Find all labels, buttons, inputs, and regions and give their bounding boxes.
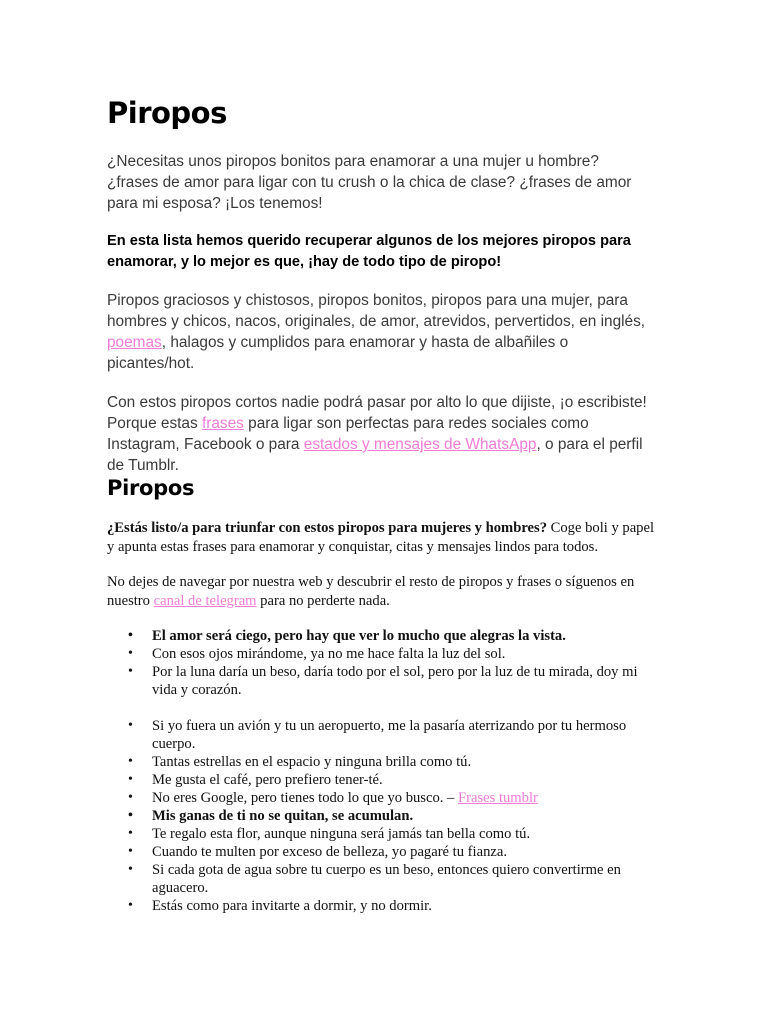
frases-link[interactable]: frases [201, 415, 244, 432]
short-text-middle: para ligar son perfectas para redes sociales como Instagram, Facebook o para [107, 415, 589, 453]
piropos-list-2 [107, 717, 662, 915]
list-item-text: Si cada gota de agua sobre tu cuerpo es un beso, entonces quiero convertirme en aguacero. [152, 862, 621, 896]
list-item [152, 627, 662, 645]
short-text-after: , o para el perfil de Tumblr. [107, 436, 643, 474]
bold-intro-paragraph: En esta lista hemos querido recuperar algunos de los mejores piropos para enamorar, y lo mejor es que, ¡hay de todo tipo de piropo! [107, 233, 631, 270]
intro-paragraph: ¿Necesitas unos piropos bonitos para enamorar a una mujer u hombre? ¿frases de amor para ligar con tu crush o la chica de clase? ¿frases de amor para mi esposa? ¡Los tenemos! [107, 153, 632, 212]
frases-tumblr-link[interactable]: Frases tumblr [458, 790, 538, 806]
list-item-text: Cuando te multen por exceso de belleza, yo pagaré tu fianza. [152, 844, 507, 860]
section-title: Piropos [107, 476, 195, 500]
short-text-before: Con estos piropos cortos nadie podrá pasar por alto lo que dijiste, ¡o escribiste! Porque estas [107, 394, 647, 432]
short-piropos-paragraph [107, 392, 652, 476]
telegram-text-after: para no perderte nada. [256, 592, 390, 609]
list-item-text: Tantas estrellas en el espacio y ninguna brilla como tú. [152, 754, 472, 770]
list-item-text: Por la luna daría un beso, daría todo por el sol, pero por la luz de tu mirada, doy mi vida y corazón. [152, 664, 638, 698]
section-intro-paragraph [107, 519, 662, 556]
list-item-text: Con esos ojos mirándome, ya no me hace falta la luz del sol. [152, 646, 506, 662]
list-item-text: Si yo fuera un avión y tu un aeropuerto, me la pasaría aterrizando por tu hermoso cuerpo. [152, 718, 627, 752]
list-item-text: No eres Google, pero tienes todo lo que yo busco. – [152, 790, 458, 806]
list-item [152, 789, 662, 807]
poemas-link[interactable]: poemas [107, 334, 162, 351]
list-item [152, 897, 662, 915]
list-item-text: Me gusta el café, pero prefiero tener-té. [152, 772, 383, 788]
types-paragraph [107, 290, 652, 374]
telegram-text-before: No dejes de navegar por nuestra web y descubrir el resto de piropos y frases o síguenos en nuestro [107, 574, 635, 609]
types-text-after: , halagos y cumplidos para enamorar y hasta de albañiles o picantes/hot. [107, 334, 569, 372]
list-item-text: Estás como para invitarte a dormir, y no dormir. [152, 898, 432, 914]
section-intro-rest: Coge boli y papel y apunta estas frases para enamorar y conquistar, citas y mensajes lindos para todos. [107, 520, 655, 555]
list-item [152, 645, 662, 663]
piropos-list-1 [107, 627, 662, 699]
whatsapp-link[interactable]: estados y mensajes de WhatsApp [303, 436, 537, 453]
list-item [152, 825, 662, 843]
list-item [152, 753, 662, 771]
list-item [152, 717, 662, 753]
list-item-text: Mis ganas de ti no se quitan, se acumulan. [152, 808, 414, 824]
list-item [152, 807, 662, 825]
telegram-paragraph [107, 573, 662, 610]
page-title: Piropos [107, 96, 227, 130]
list-item-text: Te regalo esta flor, aunque ninguna será jamás tan bella como tú. [152, 826, 531, 842]
list-item [152, 861, 662, 897]
list-item [152, 663, 662, 699]
list-item [152, 771, 662, 789]
telegram-link[interactable]: canal de telegram [153, 592, 257, 609]
list-item-text: El amor será ciego, pero hay que ver lo mucho que alegras la vista. [152, 628, 566, 644]
types-text-before: Piropos graciosos y chistosos, piropos bonitos, piropos para una mujer, para hombres y chicos, nacos, originales, de amor, atrevidos, pervertidos, en inglés, [107, 292, 646, 330]
list-item [152, 843, 662, 861]
section-intro-bold: ¿Estás listo/a para triunfar con estos piropos para mujeres y hombres? [107, 520, 547, 536]
